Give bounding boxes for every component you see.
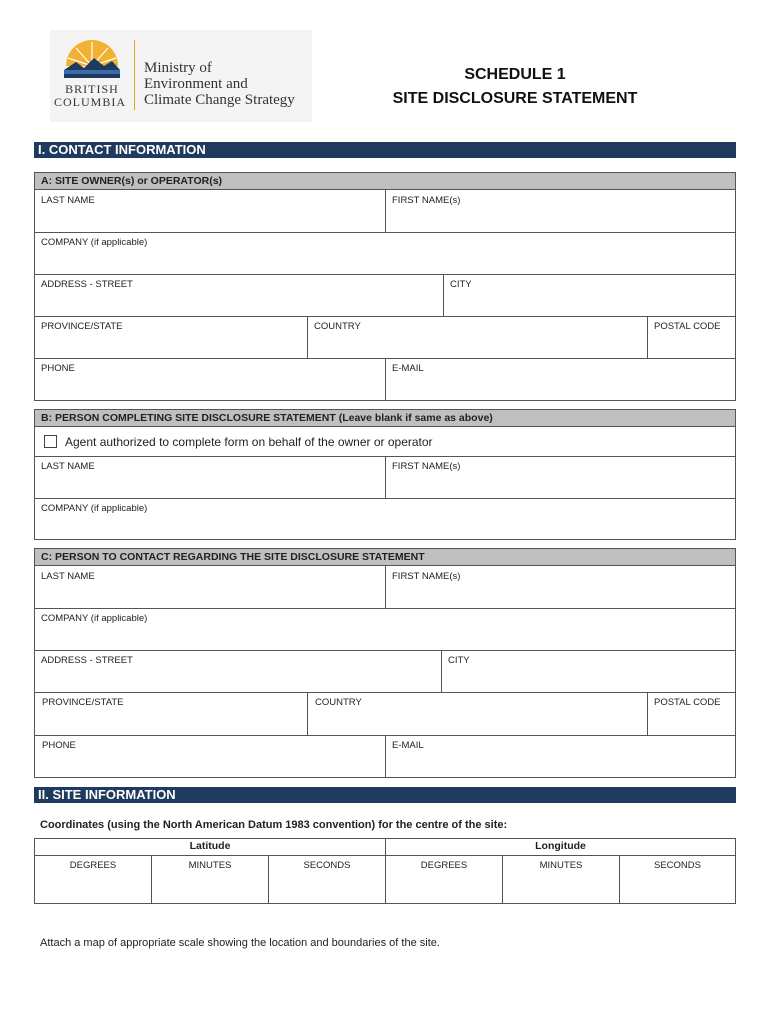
owner-last-name-field[interactable] [35,190,385,232]
longitude-minutes-field[interactable] [503,856,619,903]
agent-authorized-label: Agent authorized to complete form on behalf of the owner or operator [65,435,433,449]
contact-street-field[interactable] [35,651,441,692]
longitude-degrees-label: DEGREES [420,860,468,871]
contact-person-heading: C: PERSON TO CONTACT REGARDING THE SITE DISCLOSURE STATEMENT [35,549,735,566]
logo-divider [134,40,135,110]
owner-country-label: COUNTRY [314,321,361,332]
coordinates-instructions: Coordinates (using the North American Datum 1983 convention) for the centre of the site: [40,819,508,831]
completer-last-name-label: LAST NAME [41,461,95,472]
contact-person-table [34,548,736,778]
longitude-header: Longitude [535,840,586,852]
logo-british-text: BRITISH [65,82,119,96]
owner-province-label: PROVINCE/STATE [41,321,123,332]
latitude-minutes-field[interactable] [152,856,268,903]
contact-postal-field[interactable] [648,693,735,735]
contact-country-field[interactable] [308,693,647,735]
ministry-name [144,60,295,108]
site-owner-heading: A: SITE OWNER(s) or OPERATOR(s) [35,173,735,190]
latitude-seconds-field[interactable] [269,856,385,903]
completer-company-label: COMPANY (if applicable) [41,503,148,514]
longitude-degrees-field[interactable] [386,856,502,903]
contact-phone-label: PHONE [42,740,76,751]
contact-province-field[interactable] [35,693,307,735]
contact-city-field[interactable] [442,651,735,692]
form-title: SITE DISCLOSURE STATEMENT [392,90,638,107]
longitude-minutes-label: MINUTES [539,860,583,871]
contact-email-field[interactable] [386,736,735,777]
owner-first-name-label: FIRST NAME(s) [392,195,461,206]
schedule-label: SCHEDULE 1 [464,66,566,83]
owner-email-field[interactable] [386,359,735,400]
contact-city-label: CITY [448,655,470,666]
longitude-seconds-label: SECONDS [654,860,701,871]
completer-first-name-field[interactable] [386,457,735,498]
owner-province-field[interactable] [35,317,307,358]
contact-company-label: COMPANY (if applicable) [41,613,148,624]
owner-phone-label: PHONE [41,363,75,374]
owner-postal-field[interactable] [648,317,735,358]
longitude-seconds-field[interactable] [620,856,735,903]
owner-city-label: CITY [450,279,472,290]
completer-first-name-label: FIRST NAME(s) [392,461,461,472]
contact-last-name-field[interactable] [35,566,385,608]
section-contact-information-header: I. CONTACT INFORMATION [34,142,736,158]
person-completing-heading: B: PERSON COMPLETING SITE DISCLOSURE STATEMENT (Leave blank if same as above) [35,410,735,427]
section-site-information-header: II. SITE INFORMATION [34,787,736,803]
contact-province-label: PROVINCE/STATE [42,697,124,708]
ministry-line-2: Environment and [144,76,248,92]
contact-postal-label: POSTAL CODE [654,697,721,708]
owner-email-label: E-MAIL [392,363,424,374]
ministry-line-1: Ministry of [144,60,212,76]
contact-email-label: E-MAIL [392,740,424,751]
latitude-header: Latitude [189,840,231,852]
completer-last-name-field[interactable] [35,457,385,498]
agent-authorized-checkbox[interactable] [44,435,57,448]
contact-street-label: ADDRESS - STREET [41,655,133,666]
contact-company-field[interactable] [35,608,735,650]
latitude-degrees-label: DEGREES [69,860,117,871]
contact-country-label: COUNTRY [315,697,362,708]
contact-first-name-label: FIRST NAME(s) [392,571,461,582]
logo-columbia-text: COLUMBIA [53,95,126,109]
completer-company-field[interactable] [35,498,735,539]
coordinates-table [34,838,736,904]
owner-company-label: COMPANY (if applicable) [41,237,148,248]
bc-government-logo [50,30,312,122]
latitude-minutes-label: MINUTES [188,860,232,871]
bc-sun-icon [62,40,122,80]
owner-city-field[interactable] [444,275,735,316]
ministry-line-3: Climate Change Strategy [144,92,295,108]
contact-phone-field[interactable] [35,736,385,777]
contact-last-name-label: LAST NAME [41,571,95,582]
owner-last-name-label: LAST NAME [41,195,95,206]
latitude-seconds-label: SECONDS [303,860,351,871]
owner-company-field[interactable] [35,232,735,274]
owner-street-label: ADDRESS - STREET [41,279,133,290]
site-owner-table [34,172,736,401]
map-attachment-note: Attach a map of appropriate scale showing the location and boundaries of the site. [40,937,440,949]
owner-postal-label: POSTAL CODE [654,321,721,332]
owner-street-field[interactable] [35,275,443,316]
owner-first-name-field[interactable] [386,190,735,232]
latitude-degrees-field[interactable] [35,856,151,903]
contact-first-name-field[interactable] [386,566,735,608]
owner-country-field[interactable] [308,317,647,358]
owner-phone-field[interactable] [35,359,385,400]
person-completing-table [34,409,736,540]
